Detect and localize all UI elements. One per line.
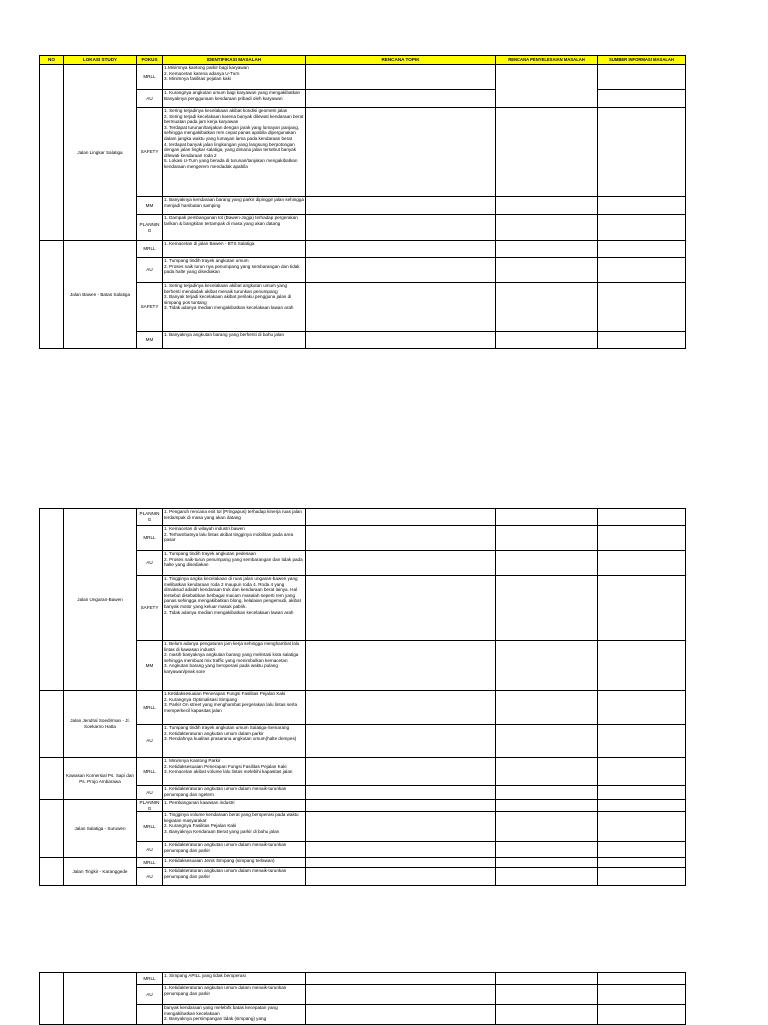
table-row (40, 985, 686, 1005)
table-row (40, 800, 686, 812)
location-cell: Jalan Tingkir - Karanggede (64, 858, 137, 886)
focus-cell: PLANNING (137, 215, 163, 241)
focus-cell: MRLL (137, 691, 163, 725)
header-fokus: FOKUS (137, 56, 163, 65)
table-row (40, 215, 686, 241)
no-cell (40, 758, 64, 800)
problem-cell: 1. Banyaknya kendaraan barang yang parkir dipinggir jalan sehingga menjadi hambatan samping (163, 197, 306, 215)
no-cell (40, 800, 64, 858)
location-cell: Jalan Salatiga - Suruwen (64, 800, 137, 858)
problem-cell: 1. Tumpang tindih trayek angkutan pedesaan 2. Proses naik-turun penumpang yang sembarangan dan tidak pada halte yang disediakan (163, 551, 306, 576)
focus-cell (137, 1005, 163, 1025)
table-row (40, 283, 686, 332)
focus-cell: MM (137, 197, 163, 215)
focus-cell: PLANNING (137, 509, 163, 526)
problem-cell: 1. Ketidaksesuaian Jenis Simpang (simpang terlawan) (163, 858, 306, 868)
location-cell: Jalan Ungaran-Bawen (64, 509, 137, 691)
no-cell (40, 691, 64, 758)
no-cell (40, 509, 64, 691)
table-row (40, 108, 686, 197)
table-row (40, 258, 686, 283)
header-sumber: SUMBER INFORMASI MASALAH (598, 56, 686, 65)
problem-table-1 (39, 55, 686, 349)
no-cell (40, 973, 64, 1025)
header-no: NO (40, 56, 64, 65)
table-row (40, 641, 686, 691)
location-cell: Jalan Jendral Soedirman - Jl. Soekarno Hatta (64, 691, 137, 758)
problem-cell: 1. Belum adanya pengaturan jam kerja sehingga menghambat lalu lintas di kawasan industri 2. masih banyaknya angkutan barang yang melintasi kota salatiga sehingga membuat mix traffic yang menimbulkan kemacetan 3. Angkutan barang yang beroperasi pada waktu pulang karyawan/peak sore (163, 641, 306, 691)
no-cell (40, 858, 64, 886)
focus-cell: AU (137, 258, 163, 283)
header-rencana-topik: RENCANA TOPIK (306, 56, 496, 65)
problem-cell: 1. Dampak pembangunan tol (Bawen-Jogja) terhadap pergerakan tarikan & bangkitan tertampak di masa yang akan datang (163, 215, 306, 241)
problem-cell: 1. Tumpang tindih trayek angkutan umum Salatiga-Semarang 2. Ketidakteraturan angkutan umum dalam parkir 3. Rendahnya kualitas prasarana angkutan umum(halte dempes) (163, 725, 306, 758)
table-row (40, 241, 686, 258)
no-cell (40, 65, 64, 241)
focus-cell: MM (137, 332, 163, 349)
problem-cell: 1. Tingginya volume kendaraan berat yang beroperasi pada waktu kegiatan masyarakat 2. Kurangnya Fasilitas Pejalan Kaki 3. Banyaknya Kendaraan Berat yang parkir di bahu jalan (163, 812, 306, 842)
header-rencana-penyelesaian: RENCANA PENYELESAIAN MASALAH (496, 56, 598, 65)
problem-cell: 1. Tingginya angka kecelakaan di ruas jalan ungaran-bawen yang melibatkan kendaraan roda 2 maupun roda 4. Roda 4 yang dimaksud adalah kendaraan truk dan kendaraan berat lainya. Hal tersebut disebabkan berbagai macam masalah seperti rem yang panas sehingga mengakibatkan blong, kelalaian pengemudi, akibat banyak motor yang keluar masuk pabrik. 2. Tidak adanya median mengakibatkan kecelakaan lawan arah (163, 576, 306, 641)
focus-cell: AU (137, 842, 163, 858)
problem-cell: 1.Ketidaksesuaian Penerapan Fungsi Fasilitas Pejalan Kaki 2. Kurangnya Optimalisasi Simpang 3. Parkir On street yang menghambat pergerakan lalu lintas serta memperkecil kapasitas jalan (163, 691, 306, 725)
focus-cell: SAFETY (137, 108, 163, 197)
problem-cell: 1. Sering terjadinya kecelakaan akibat angkutan umum yang berhenti mendadak akibat menaik turunkan penumpang 2. Banyak terjadi kecelakaan akibat perilaku pengguna jalan di simpang pos tuntang 3. Tidak adanya median mengakibatkan kecelakaan lawan arah (163, 283, 306, 332)
focus-cell: AU (137, 985, 163, 1005)
location-cell: Kawasan Komersial Ps. Sapi dan Ps. Projo Ambarawa (64, 758, 137, 800)
header-identifikasi: IDENTIFIKASI MASALAH (163, 56, 306, 65)
table-row (40, 858, 686, 868)
problem-cell: 1. Simpang APILL yang tidak beroperasi (163, 973, 306, 985)
table-row (40, 725, 686, 758)
focus-cell: MRLL (137, 858, 163, 868)
table-row (40, 509, 686, 526)
problem-cell: 1. Pengaruh rencana exit tol (Pringapus) terhadap kinerja ruas jalan terdampak di masa yang akan datang (163, 509, 306, 526)
focus-cell: MRLL (137, 65, 163, 90)
table-row (40, 576, 686, 641)
table-row (40, 197, 686, 215)
problem-cell: 1. Ketidakteraturan angkutan umum dalam menaik-turunkan penumpang dan parkir (163, 842, 306, 858)
location-cell: Jalan Bawen - Batas Salatiga (64, 241, 137, 349)
focus-cell: MRLL (137, 812, 163, 842)
problem-cell: 1.Minimnya kantong parkir bagi karyawan 2. Kemacetan karena adanya U-Turn 3. Minimnya fasilitas pejalan kaki (163, 65, 306, 90)
table-row (40, 691, 686, 725)
table-row (40, 526, 686, 551)
table-row (40, 842, 686, 858)
problem-cell: 1. Kurangnya angkutan umum bagi karyawan yang mengakibatkan Banyaknya penggunaan kendaraan pribadi oleh karyawan (163, 90, 306, 108)
focus-cell: AU (137, 90, 163, 108)
table-row (40, 65, 686, 90)
table-row (40, 551, 686, 576)
problem-cell: 1. Minimnya Kantong Parkir 2. Ketidaksesuaian Penerapan Fungsi Fasilitas Pejalan Kaki 3. Kemacetan akibat volume lalu lintas melebihi kapasitas jalan (163, 758, 306, 786)
table-row (40, 758, 686, 786)
focus-cell: AU (137, 725, 163, 758)
table-header-row (40, 56, 686, 65)
focus-cell: AU (137, 868, 163, 886)
location-cell (64, 973, 137, 1025)
problem-cell: 1. Kemacetan di jalan Bawen - BTS Salatiga (163, 241, 306, 258)
header-lokasi: LOKASI STUDY (64, 56, 137, 65)
problem-cell: 1. Sering terjadinya kecelakaan akibat kondisi geometri jalan 2. Sering terjadi kecelakaan karena banyak dilewati kendaraan berat bermuatan pada jam kerja karyawan 3. Terdapat turunan/tanjakan dengan jarak yang lumayan panjang, sehingga mengakibatkan rem cepat panas apabila dipergunakan dalam jangka waktu yang lumayan lama pada kendaraan berat 4. terdapat banyak jalan lingkungan yang langsung berpotongan dengan jalan lingkar salatiga, yang dimana jalan tersebut banyak dilewati kendaraan roda 2 5. Lokasi U-Turn yang berada di turunan/tanjakan mengakibatkan kendaraan mengerem mendadak apabila (163, 108, 306, 197)
focus-cell: AU (137, 551, 163, 576)
problem-table-3 (39, 972, 686, 1025)
problem-table-2 (39, 508, 686, 886)
focus-cell: MM (137, 641, 163, 691)
focus-cell: SAFETY (137, 283, 163, 332)
problem-cell: 1. Banyaknya angkutan barang yang berhenti di bahu jalan (163, 332, 306, 349)
focus-cell: SAFETY (137, 576, 163, 641)
focus-cell: MRLL (137, 758, 163, 786)
focus-cell: MRLL (137, 526, 163, 551)
table-row (40, 868, 686, 886)
table-row (40, 1005, 686, 1025)
problem-cell: 1. Kemacetan di wilayah industri bawen 2. Terhambatnya lalu lintas akibat tingginya mobilitas pada area pasar (163, 526, 306, 551)
table-row (40, 786, 686, 800)
focus-cell: MRLL (137, 973, 163, 985)
problem-cell: 1. Tumpang tindih trayek angkutan umum 2. Proses naik turun nya penumpang yang sembarangan dan tidak pada halte yang disediakan (163, 258, 306, 283)
problem-cell: 1. Ketidakteraturan angkutan umum dalam menaik-turunkan penumpang dan parkir (163, 868, 306, 886)
table-row (40, 812, 686, 842)
focus-cell: MRLL (137, 241, 163, 258)
problem-cell: 1. Ketidakteraturan angkutan umum dalam menaik-turunkan penumpang dan parkir (163, 985, 306, 1005)
location-cell: Jalan Lingkar Salatiga (64, 65, 137, 241)
focus-cell: AU (137, 786, 163, 800)
focus-cell: PLANNING (137, 800, 163, 812)
no-cell (40, 241, 64, 349)
problem-cell: banyak kendaraan yang melebihi batas kecepatan yang mengakibatkan kecelakaan 2. Banyaknya persimpangan tidak (simpang) yang (163, 1005, 306, 1025)
problem-cell: 1. Ketidakteraturan angkutan umum dalam menaik-turunkan penumpang dan ngetem (163, 786, 306, 800)
table-row (40, 332, 686, 349)
problem-cell: 1. Pembangunan kawasan industri (163, 800, 306, 812)
table-row (40, 973, 686, 985)
